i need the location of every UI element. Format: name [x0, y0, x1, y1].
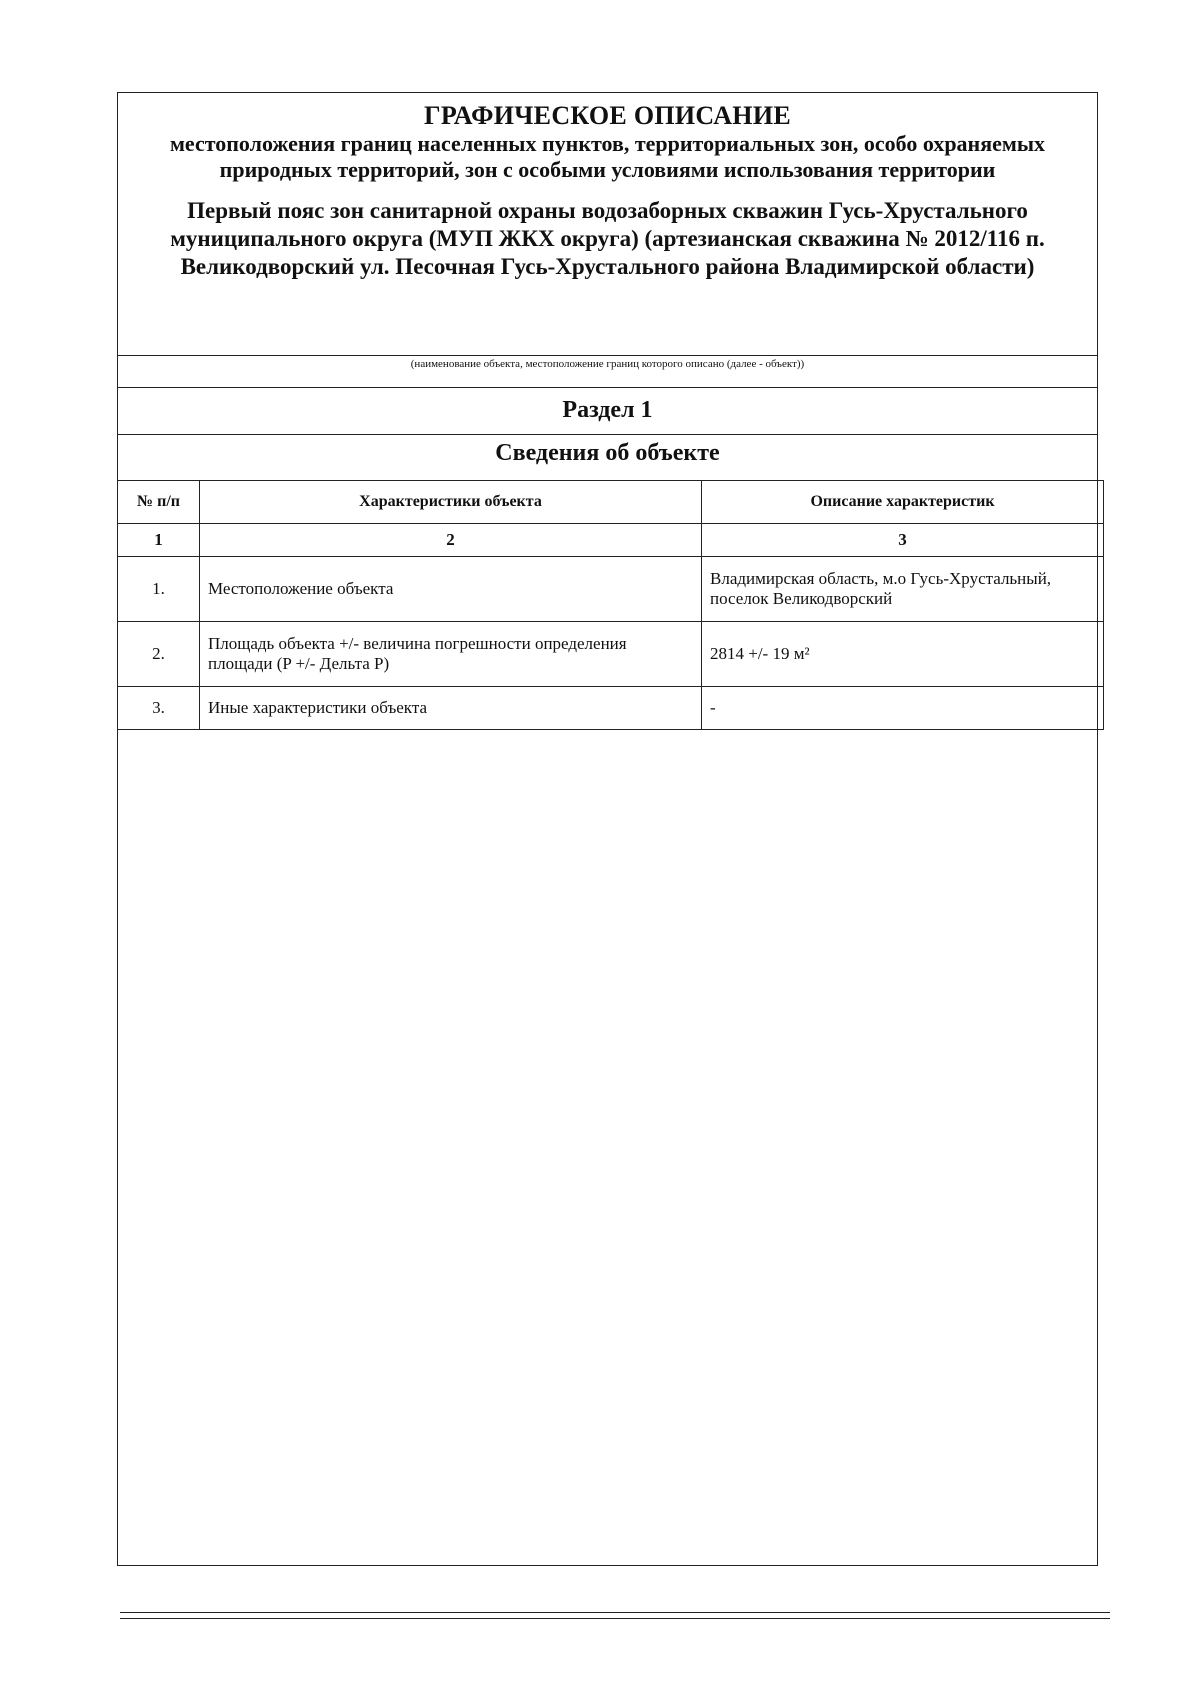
page-footer-rule: [120, 1612, 1110, 1619]
row-number: 2.: [118, 622, 200, 687]
document-subtitle: местоположения границ населенных пунктов, территориальных зон, особо охраняемых природных территорий, зон с особыми условиями использования территории: [169, 131, 1046, 182]
row-number: 3.: [118, 687, 200, 730]
column-number: 1: [118, 524, 200, 557]
divider: [118, 355, 1097, 356]
row-characteristic: Площадь объекта +/- величина погрешности определения площади (P +/- Дельта P): [200, 622, 702, 687]
row-description: -: [702, 687, 1104, 730]
info-title: Сведения об объекте: [495, 440, 720, 466]
divider: [118, 387, 1097, 388]
row-number: 1.: [118, 557, 200, 622]
row-description: 2814 +/- 19 м²: [702, 622, 1104, 687]
table-row: [118, 557, 1104, 622]
characteristics-table: [117, 480, 1104, 730]
header-number: № п/п: [118, 481, 200, 524]
row-characteristic: Иные характеристики объекта: [200, 687, 702, 730]
document-frame: [117, 92, 1098, 1566]
title-block: [118, 101, 1097, 281]
section-title: Раздел 1: [562, 397, 653, 423]
table-row: [118, 622, 1104, 687]
header-description: Описание характеристик: [702, 481, 1104, 524]
document-title: ГРАФИЧЕСКОЕ ОПИСАНИЕ: [424, 101, 791, 130]
column-number: 3: [702, 524, 1104, 557]
row-description: Владимирская область, м.о Гусь-Хрустальный, поселок Великодворский: [702, 557, 1104, 622]
column-number-row: [118, 524, 1104, 557]
table-row: [118, 687, 1104, 730]
row-characteristic: Местоположение объекта: [200, 557, 702, 622]
object-name: Первый пояс зон санитарной охраны водозаборных скважин Гусь-Хрустального муниципального округа (МУП ЖКХ округа) (артезианская скважина № 2012/116 п. Великодворский ул. Песочная Гусь-Хрустального района Владимирской области): [170, 198, 1045, 279]
header-characteristic: Характеристики объекта: [200, 481, 702, 524]
column-number: 2: [200, 524, 702, 557]
object-caption: (наименование объекта, местоположение границ которого описано (далее - объект)): [410, 358, 805, 370]
table-header-row: [118, 481, 1104, 524]
divider: [118, 434, 1097, 435]
